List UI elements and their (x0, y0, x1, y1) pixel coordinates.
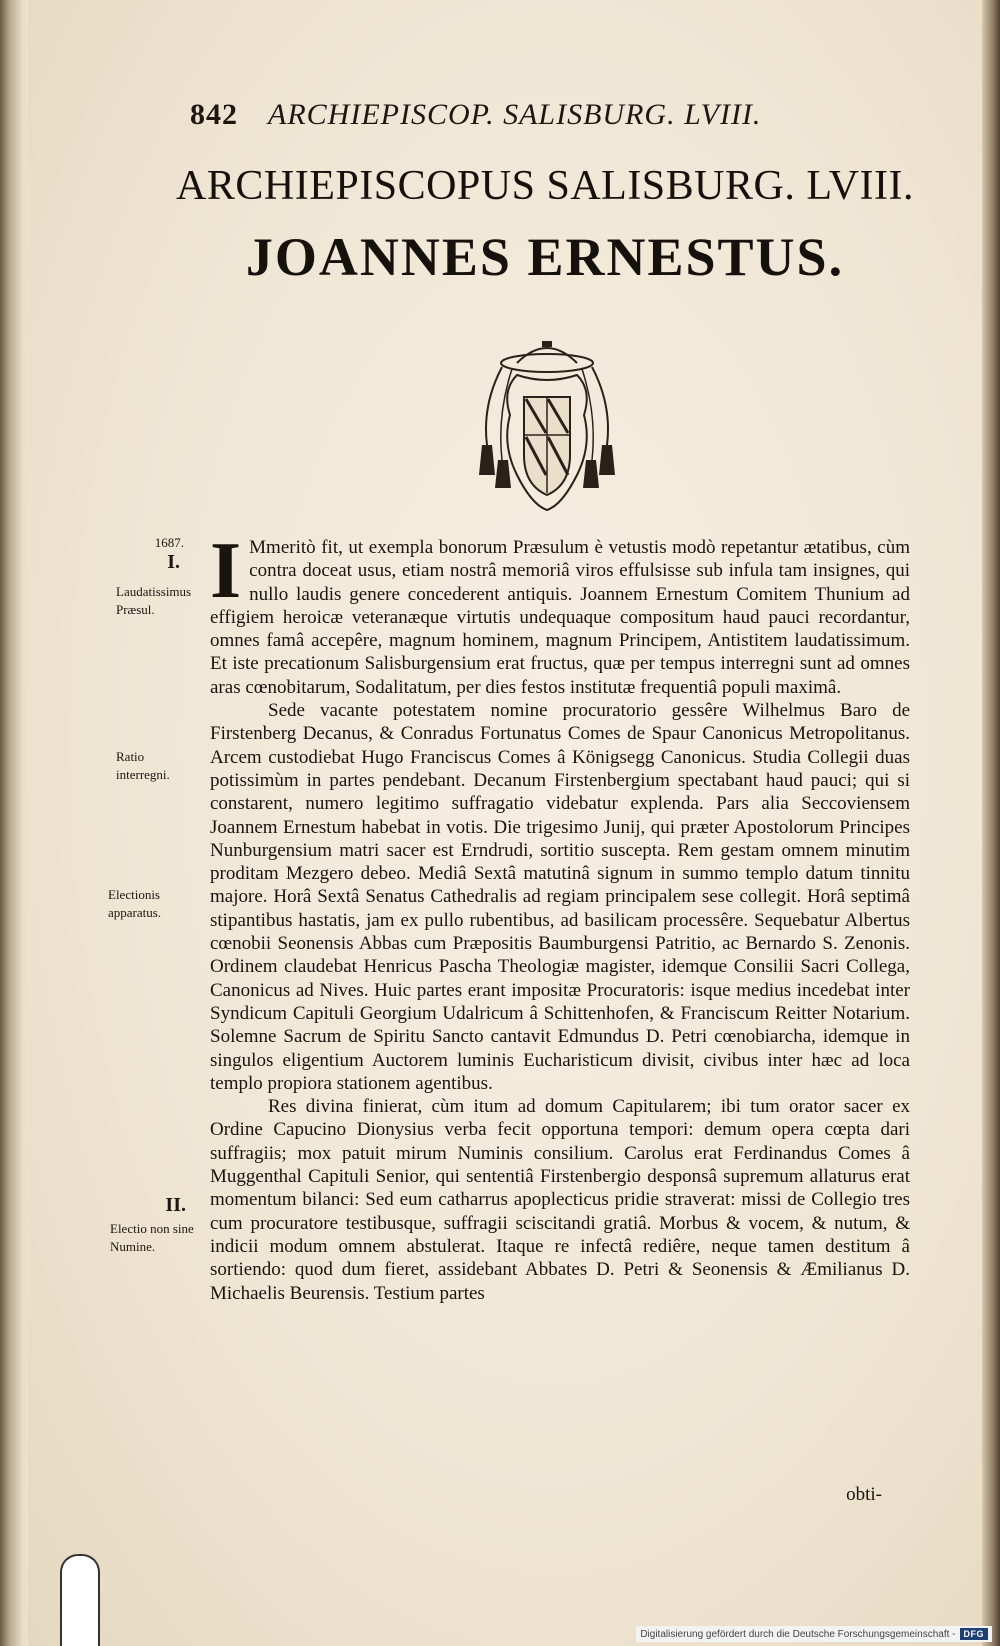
chapter-title: ARCHIEPISCOPUS SALISBURG. LVIII. (176, 163, 914, 209)
margin-section-number: II. (165, 1194, 186, 1216)
paragraph: Sede vacante potestatem nomine procuratorio gessêre Wilhelmus Baro de Firstenberg Decanus, & Conradus Fortunatus Comes de Spaur Canonicus Metropolitanus. Arcem custodiebat Hugo Franciscus Comes â Königsegg Canonicus. Studia Collegii duas potissimùm in partes pendebant. Decanum Firstenbergium spectabant haud pauci; qui si constarent, numero legitimo suffragatio videbatur explenda. Pars alia Seccoviensem Joannem Ernestum habebat in votis. Die trigesimo Junij, qui præter Apostolorum Principes Nunburgensium matri sacer est Erndrudi, sortitio suscepta. Rem gestam omnem minutim proditam Mezgero debeo. Mediâ Sextâ matutinâ signum in summo templo datum tinnitu majore. Horâ Sextâ Senatus Cathedralis ad regiam principalem sese collegit. Horâ septimâ stipantibus hastatis, jam ex pullo rubentibus, ad basilicam processêre. Sequebatur Albertus cœnobii Seonensis Abbas cum Præpositis Baumburgensi Patritio, ac Bernardo S. Zenonis. Ordinem claudebat Henricus Pascha Theologiæ magister, idemque Consilii Sacri Collega, Canonicus ad Nives. Huic partes erant impositæ Procuratoris: isque medius incedebat inter Syndicum Capituli Georgium Udalricum â Schittenhofen, & Franciscum Reitter Notarium. Solemne Sacrum de Spiritu Sancto cantavit Edmundus D. Petri cœnobiarcha, idemque in singulos eligentium Auctorem luminis Eucharisticum divisit, civibus inter hæc ad loca templo propiora stationem agentibus. (210, 700, 910, 1094)
paragraph: I Mmeritò fit, ut exempla bonorum Præsulum è vetustis modò repetantur ætatibus, cùm contra doceat usus, etiam nostrâ memoriâ viros effulsisse sub infula tam insignes, qui nullo laudis genere concederent antiquis. Joannem Ernestum Comitem Thunium ad effigiem heroicæ veteranæque virtutis undequaque compositum haud pauci recordantur, omnes famâ accepêre, magnum hominem, magnum Principem, Antistitem laudatissimum. Et iste precationum Salisburgensium erat fructus, quæ per tempus interregni sunt ad omnes aras cœnobitarum, Sodalitatum, per dies festos institutæ frequentiâ populi maximâ. (210, 527, 910, 698)
footer-credit: Digitalisierung gefördert durch die Deutsche Forschungsgemeinschaft - (640, 1628, 956, 1640)
right-page-edge (982, 0, 1000, 1646)
bishop-name-title: JOANNES ERNESTUS. (245, 227, 845, 287)
margin-year: 1687. (154, 535, 184, 550)
running-title: ARCHIEPISCOP. SALISBURG. LVIII. (268, 98, 762, 131)
running-head (190, 98, 830, 132)
page-number: 842 (190, 98, 238, 131)
margin-note: Electionis apparatus. (108, 887, 162, 920)
page-tab (60, 1554, 100, 1646)
body-text (210, 527, 910, 1305)
drop-cap: I (210, 527, 242, 615)
margin-note: Laudatissimus Præsul. (116, 584, 192, 617)
catchword: obti- (846, 1484, 882, 1505)
margin-section-number: I. (167, 551, 180, 573)
paragraph: Res divina finierat, cùm itum ad domum Capitularem; ibi tum orator sacer ex Ordine Capucino Dionysius verba fecit opportuna tempori: demum opera cœpta dari suffragiis; mox patuit mirum Numinis consilium. Carolus erat Ferdinandus Comes â Muggenthal Capituli Senior, qui sententiâ Firstenbergio desponsâ supremum allaturus erat momentum bilanci: Sed eum catharrus apoplecticus pridie straverat: missi de Collegio tres cum procuratore testibusque, suffragii sciscitandi gratiâ. Morbus & vocem, & nutum, & indicii modum omnem abstulerat. Itaque re infectâ rediêre, neque tamen destitum â sortiendo: quod dum fieret, assidebant Abbates D. Petri & Seonensis & Æmilianus D. Michaelis Beurensis. Testium partes (210, 1096, 910, 1304)
margin-note: Electio non sine Numine. (110, 1221, 194, 1254)
coat-of-arms-icon (462, 335, 632, 515)
dfg-logo-icon: DFG (960, 1628, 989, 1640)
digitization-footer (636, 1626, 992, 1642)
margin-note: Ratio interregni. (116, 749, 170, 782)
